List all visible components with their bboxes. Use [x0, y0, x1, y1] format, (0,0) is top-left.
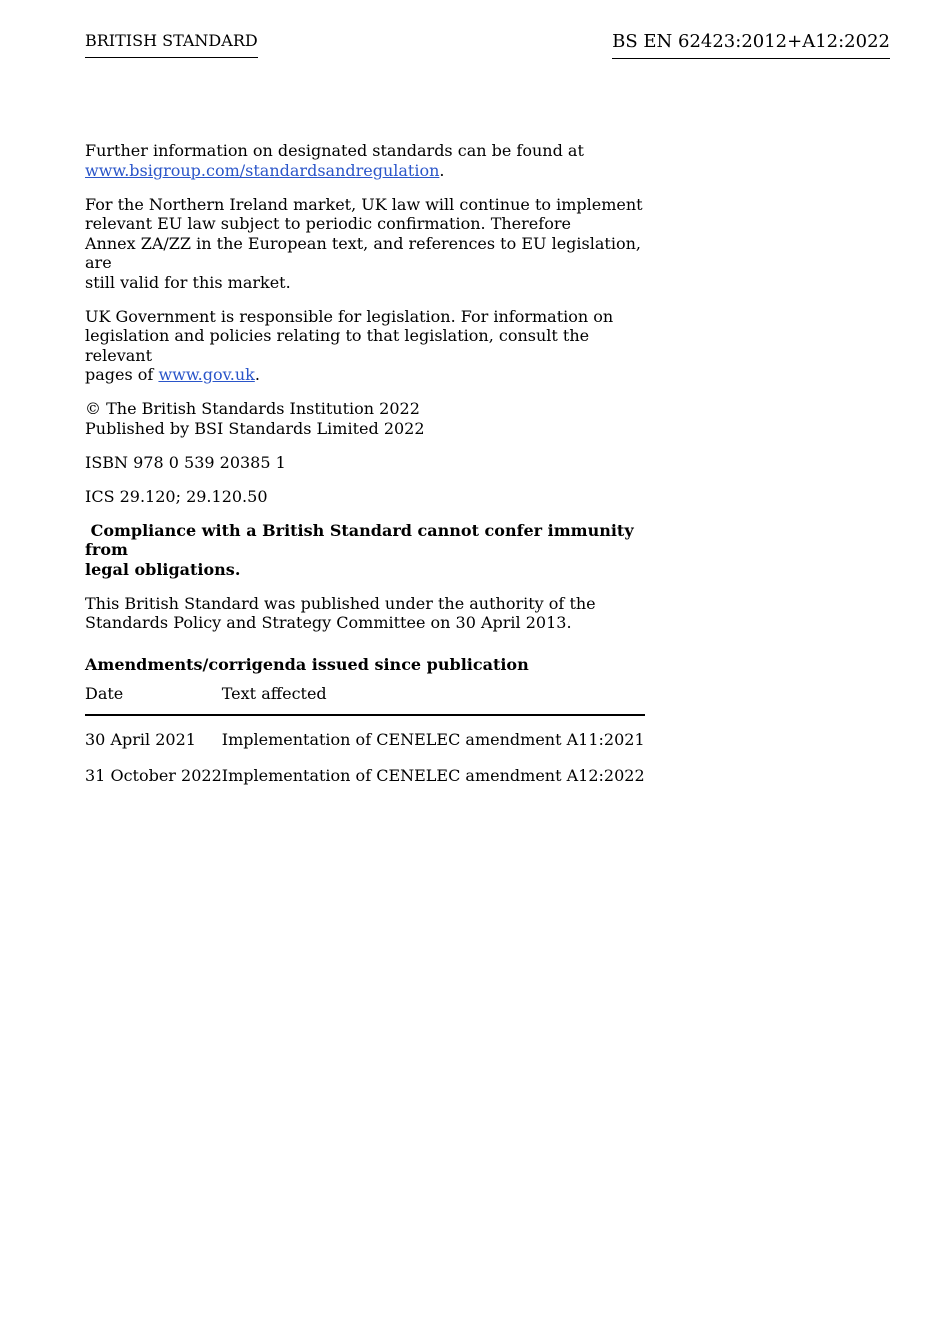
authority-line1: This British Standard was published under the authority of the	[85, 593, 596, 613]
gov-uk-link[interactable]: www.gov.uk	[158, 365, 255, 384]
column-header-date: Date	[85, 682, 222, 715]
header-standard-number: BS EN 62423:2012+A12:2022	[612, 31, 890, 59]
document-body	[85, 141, 645, 794]
authority-paragraph	[85, 594, 645, 633]
p2-line1: For the Northern Ireland market, UK law will continue to implement	[85, 194, 643, 214]
designated-standards-paragraph	[85, 141, 645, 180]
amendment-date: 31 October 2022	[85, 765, 222, 785]
ics: ICS 29.120; 29.120.50	[85, 486, 268, 506]
publisher-line: Published by BSI Standards Limited 2022	[85, 418, 425, 438]
uk-government-paragraph	[85, 307, 645, 385]
amendments-header-row	[85, 682, 645, 715]
p3-line1: UK Government is responsible for legislation. For information on	[85, 306, 614, 326]
amendment-text: Implementation of CENELEC amendment A12:2022	[221, 765, 645, 785]
compliance-line2: legal obligations.	[85, 559, 241, 579]
copyright-line: © The British Standards Institution 2022	[85, 399, 420, 418]
isbn: ISBN 978 0 539 20385 1	[85, 452, 286, 472]
p3-line3: pages of	[85, 365, 154, 384]
table-row	[85, 715, 645, 758]
p1-end: .	[439, 160, 445, 180]
amendments-table	[85, 682, 645, 794]
bsigroup-link[interactable]: www.bsigroup.com/standardsandregulation	[85, 160, 440, 180]
p2-line2: relevant EU law subject to periodic confirmation. Therefore	[85, 214, 571, 233]
amendment-date: 30 April 2021	[85, 729, 196, 749]
northern-ireland-paragraph	[85, 195, 645, 293]
p2-line3: Annex ZA/ZZ in the European text, and references to EU legislation, are	[85, 233, 641, 272]
p1-text: Further information on designated standards can be found at	[85, 141, 584, 160]
compliance-notice	[85, 521, 645, 580]
copyright-paragraph	[85, 399, 645, 438]
amendments-title: Amendments/corrigenda issued since publication	[85, 654, 529, 674]
compliance-line1: Compliance with a British Standard cannot confer immunity from	[85, 520, 634, 559]
authority-line2: Standards Policy and Strategy Committee on 30 April 2013.	[85, 613, 572, 632]
table-row	[85, 758, 645, 794]
header-standard-label: BRITISH STANDARD	[85, 31, 258, 58]
p3-line2: legislation and policies relating to that legislation, consult the relevant	[85, 326, 590, 365]
p3-end: .	[254, 365, 260, 384]
p2-line4: still valid for this market.	[85, 272, 291, 292]
amendment-text: Implementation of CENELEC amendment A11:2021	[221, 729, 645, 749]
column-header-text-affected: Text affected	[222, 682, 645, 715]
